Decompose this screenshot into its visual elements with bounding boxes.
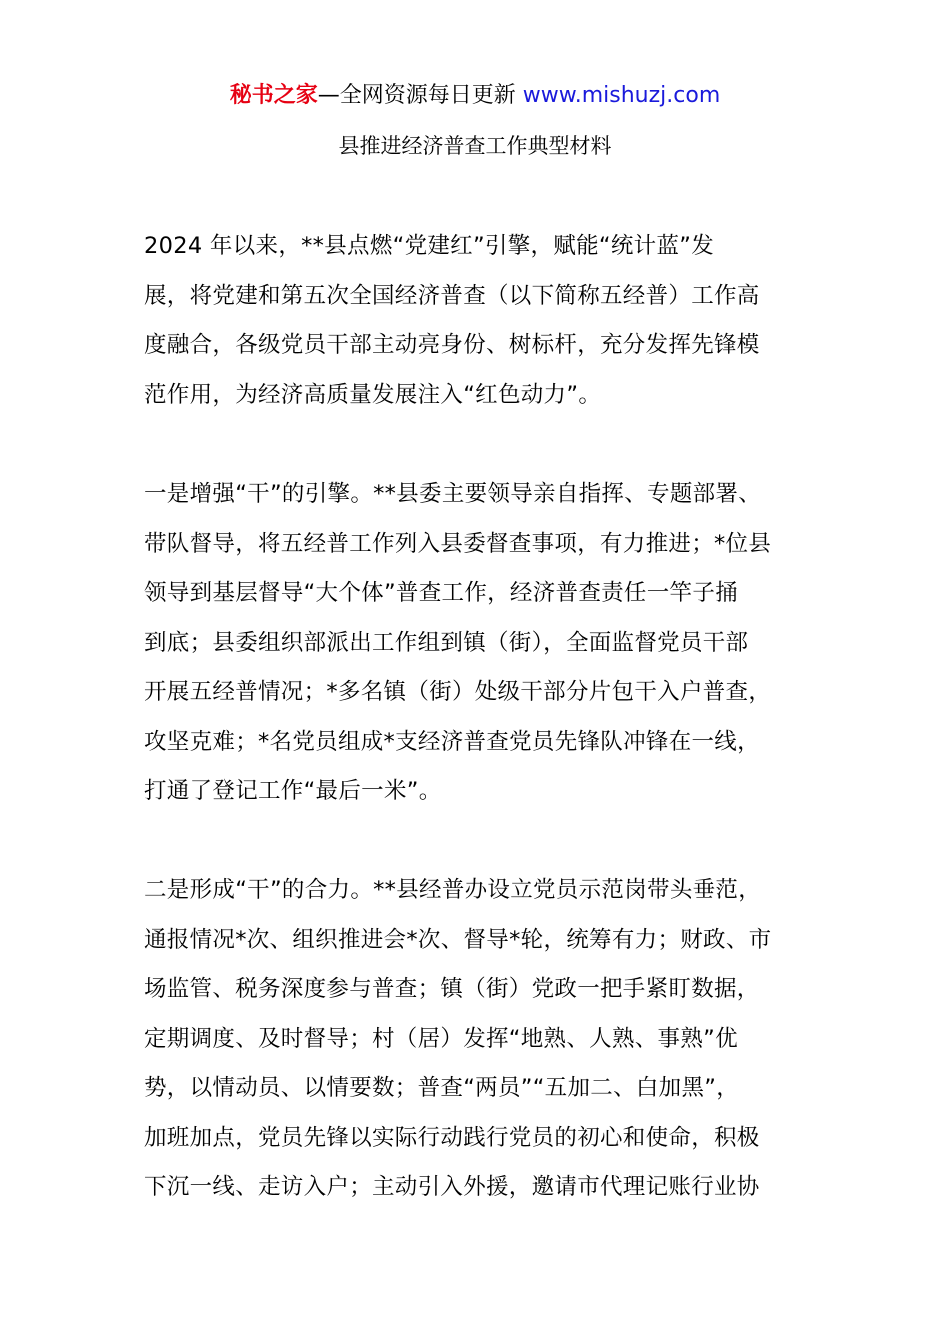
text-line: 通报情况*次、组织推进会*次、督导*轮，统筹有力；财政、市	[144, 926, 772, 953]
header-tagline: —全网资源每日更新	[317, 83, 523, 108]
text-line: 加班加点，党员先锋以实际行动践行党员的初心和使命，积极	[144, 1124, 760, 1151]
text-line: 势，以情动员、以情要数；普查“两员”“五加二、白加黑”，	[144, 1075, 740, 1101]
text-line: 场监管、税务深度参与普查；镇（街）党政一把手紧盯数据，	[144, 976, 760, 1002]
paragraph-two	[144, 866, 834, 1213]
text-line: 到底；县委组织部派出工作组到镇（街），全面监督党员干部	[144, 629, 749, 656]
text-line: 下沉一线、走访入户；主动引入外援，邀请市代理记账行业协	[144, 1174, 760, 1200]
text-line: 带队督导，将五经普工作列入县委督查事项，有力推进；*位县	[144, 530, 772, 557]
brand-name: 秘书之家	[229, 83, 318, 108]
text-line: 定期调度、及时督导；村（居）发挥“地熟、人熟、事熟”优	[144, 1025, 738, 1052]
text-line: 范作用，为经济高质量发展注入“红色动力”。	[144, 381, 602, 408]
text-line: 2024 年以来，**县点燃“党建红”引擎，赋能“统计蓝”发	[144, 233, 715, 259]
site-url-link[interactable]: www.mishuzj.com	[522, 83, 721, 108]
paragraph-intro	[144, 222, 834, 420]
text-line: 展，将党建和第五次全国经济普查（以下简称五经普）工作高	[144, 282, 760, 309]
text-line: 开展五经普情况；*多名镇（街）处级干部分片包干入户普查，	[144, 679, 772, 705]
text-line: 打通了登记工作“最后一米”。	[144, 778, 442, 804]
text-line: 攻坚克难；*名党员组成*支经济普查党员先锋队冲锋在一线，	[144, 728, 760, 755]
text-line: 二是形成“干”的合力。**县经普办设立党员示范岗带头垂范，	[144, 877, 762, 903]
text-line: 领导到基层督导“大个体”普查工作，经济普查责任一竿子捅	[144, 580, 738, 606]
site-header	[0, 80, 950, 112]
document-title: 县推进经济普查工作典型材料	[338, 134, 612, 158]
text-line: 一是增强“干”的引擎。**县委主要领导亲自指挥、专题部署、	[144, 481, 762, 507]
text-line: 度融合，各级党员干部主动亮身份、树标杆，充分发挥先锋模	[144, 332, 760, 358]
paragraph-one	[144, 470, 834, 817]
